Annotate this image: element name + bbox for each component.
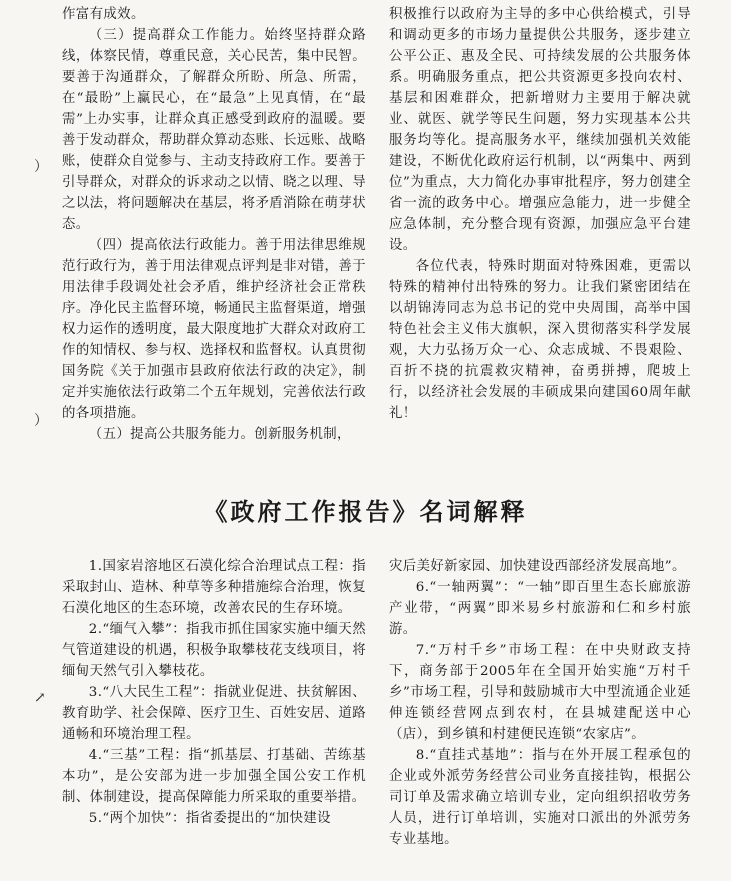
glossary-entry: 5.“两个加快”：指省委提出的“加快建设 (88, 811, 331, 826)
report-paragraph: 各位代表，特殊时期面对特殊困难，更需以特殊的精神付出特殊的努力。让我们紧密团结在以胡锦涛同志为总书记的党中央周围，高举中国特色社会主义伟大旗帜，深入贯彻落实科学发展观，大力弘扬万众一心、众志成城、不畏艰险、百折不挠的抗震救灾精神，奋勇拼搏，爬坡上行，以经济社会发展的丰硕成果向建国60周年献礼！ (389, 259, 691, 421)
report-paragraph: （四）提高依法行政能力。善于用法律思维规范行政行为，善于用法律观点评判是非对错，善于用法律手段调处社会矛盾，维护经济社会正常秩序。净化民主监督环境，畅通民主监督渠道，增强权力运作的透明度，最大限度地扩大群众对政府工作的知情权、参与权、选择权和监督权。认真贯彻国务院《关于加强市县政府依法行政的决定》，制定并实施依法行政第二个五年规划，完善依法行政的各项措施。 (62, 238, 366, 421)
glossary-column-right (389, 556, 691, 850)
glossary-entry: 4.“三基”工程：指“抓基层、打基础、苦练基本功”，是公安部为进一步加强全国公安工作机制、体制建设，提高保障能力所采取的重要举措。 (62, 748, 366, 805)
margin-mark-1: ） (34, 159, 48, 175)
glossary-column-left (62, 556, 366, 829)
glossary-entry: 灾后美好新家园、加快建设西部经济发展高地”。 (389, 559, 686, 574)
glossary-entry: 7.“万村千乡”市场工程：在中央财政支持下，商务部于2005年在全国开始实施“万村千乡”市场工程，引导和鼓励城市大中型流通企业延伸连锁经营网点到农村，在县城建配送中心（店），到乡镇和村建便民连锁“农家店”。 (389, 643, 691, 742)
glossary-entry: 1.国家岩溶地区石漠化综合治理试点工程：指采取封山、造林、种草等多种措施综合治理，恢复石漠化地区的生态环境，改善农民的生存环境。 (62, 559, 366, 616)
glossary-entry: 2.“缅气入攀”：指我市抓住国家实施中缅天然气管道建设的机遇，积极争取攀枝花支线项目，将缅甸天然气引入攀枝花。 (62, 622, 366, 679)
glossary-entry: 8.“直挂式基地”：指与在外开展工程承包的企业或外派劳务经营公司业务直接挂钩，根据公司订单及需求确立培训专业，定向组织招收劳务人员，进行订单培训，实施对口派出的外派劳务专业基地。 (389, 748, 691, 847)
report-paragraph: （三）提高群众工作能力。始终坚持群众路线，体察民情，尊重民意，关心民苦，集中民智。要善于沟通群众，了解群众所盼、所急、所需，在“最盼”上赢民心，在“最急”上见真情，在“最需”上办实事，让群众真正感受到政府的温暖。要善于发动群众，帮助群众算动态账、长远账、战略账，使群众自觉参与、主动支持政府工作。要善于引导群众，对群众的诉求动之以情、晓之以理、导之以法，将问题解决在基层，将矛盾消除在萌芽状态。 (62, 28, 366, 232)
glossary-entry: 6.“一轴两翼”：“一轴”即百里生态长廊旅游产业带，“两翼”即米易乡村旅游和仁和乡村旅游。 (389, 580, 691, 637)
report-paragraph: 作富有成效。 (62, 7, 145, 22)
report-column-left (62, 4, 366, 445)
margin-mark-3: ↗ (34, 690, 46, 706)
report-column-right (389, 4, 691, 424)
margin-mark-2: ） (34, 413, 48, 429)
report-paragraph: （五）提高公共服务能力。创新服务机制， (88, 427, 351, 442)
glossary-entry: 3.“八大民生工程”：指就业促进、扶贫解困、教育助学、社会保障、医疗卫生、百姓安居、道路通畅和环境治理工程。 (62, 685, 366, 742)
report-paragraph: 积极推行以政府为主导的多中心供给模式，引导和调动更多的市场力量提供公共服务，逐步建立公平公正、惠及全民、可持续发展的公共服务体系。明确服务重点，把公共资源更多投向农村、基层和困难群众，把新增财力主要用于解决就业、就医、就学等民生问题，努力实现基本公共服务均等化。提高服务水平，继续加强机关效能建设，不断优化政府运行机制，以“两集中、两到位”为重点，大力简化办事审批程序，努力创建全省一流的政务中心。增强应急能力，进一步健全应急体制，充分整合现有资源，加强应急平台建设。 (389, 7, 691, 253)
glossary-title: 《政府工作报告》名词解释 (203, 498, 528, 526)
